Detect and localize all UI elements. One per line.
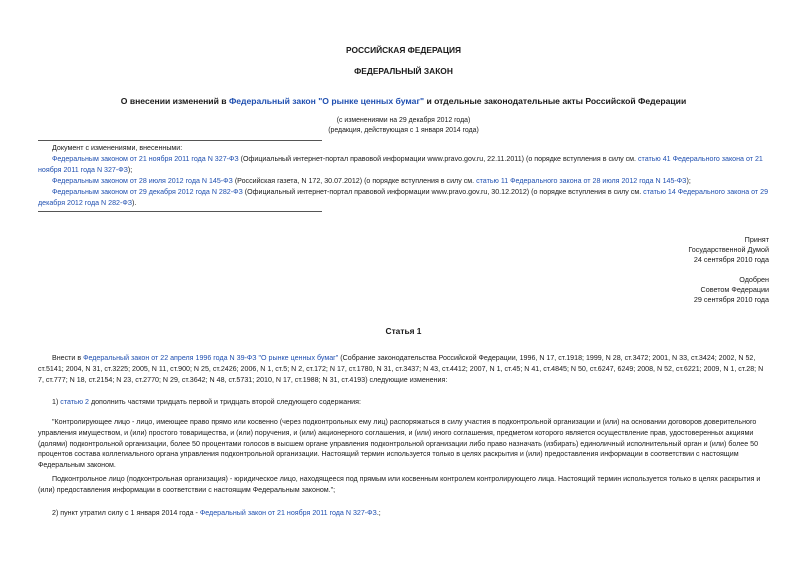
- change-3-text: (Официальный интернет-портал правовой информации www.pravo.gov.ru, 30.12.2012) (о порядке вступления в силу см.: [242, 188, 644, 196]
- change-item-2: [38, 176, 771, 187]
- point-2-law-link[interactable]: Федеральный закон от 21 ноября 2011 года N 327-ФЗ: [199, 509, 377, 517]
- change-3-end: ).: [132, 198, 137, 207]
- point-1-text: дополнить частями тридцать первой и тридцать второй следующего содержания:: [88, 398, 361, 406]
- article-heading: Статья 1: [385, 326, 422, 336]
- amendment-note: (с изменениями на 29 декабря 2012 года): [336, 117, 471, 124]
- change-3-article-link[interactable]: статью 14 Федерального закона от 29 декабря 2012 года N 282-ФЗ: [38, 188, 769, 207]
- change-2-text: (Российская газета, N 172, 30.07.2012) (о порядке вступления в силу см.: [232, 177, 477, 185]
- adopted-date: 24 сентября 2010 года: [693, 255, 769, 264]
- intro-law-name-link[interactable]: "О рынке ценных бумаг": [256, 354, 339, 362]
- changes-intro: Документ с изменениями, внесенными:: [52, 144, 183, 152]
- change-2-law-link[interactable]: Федеральным законом от 28 июля 2012 года N 145-ФЗ: [52, 177, 233, 185]
- article-point-1: [52, 397, 772, 408]
- point-1-article-link[interactable]: статью 2: [60, 398, 89, 406]
- changes-top-rule: [38, 140, 322, 141]
- change-1-article-link[interactable]: статью 41 Федерального закона от 21 ноября 2011 года N 327-ФЗ: [38, 155, 763, 174]
- change-1-law-link[interactable]: Федеральным законом от 21 ноября 2011 года N 327-ФЗ: [52, 155, 239, 163]
- intro-prefix: Внести в: [52, 354, 84, 362]
- point-2-text: 2) пункт утратил силу с 1 января 2014 года -: [52, 509, 200, 517]
- intro-law-link[interactable]: Федеральный закон от 22 апреля 1996 года N 39-ФЗ: [83, 354, 257, 362]
- country-heading: РОССИЙСКАЯ ФЕДЕРАЦИЯ: [345, 45, 462, 55]
- article-intro: [38, 353, 771, 385]
- change-1-text: (Официальный интернет-портал правовой информации www.pravo.gov.ru, 22.11.2011) (о порядке вступления в силу см.: [238, 155, 638, 163]
- title-suffix: и отдельные законодательные акты Российской Федерации: [424, 96, 687, 106]
- point-2-end: .;: [376, 509, 381, 517]
- quote-controlled-person: Подконтрольное лицо (подконтрольная организация) - юридическое лицо, находящееся под прямым или косвенным контролем контролирующего лица. Настоящий термин используется только в целях раскрытия и (или) предоставления информации в соответствии с настоящим Федеральным законом.";: [38, 475, 761, 494]
- title-prefix: О внесении изменений в: [120, 96, 229, 106]
- change-item-3: [38, 187, 771, 209]
- document-title: [0, 96, 807, 106]
- title-law-link[interactable]: Федеральный закон "О рынке ценных бумаг": [228, 96, 425, 106]
- change-1-end: );: [127, 165, 133, 174]
- adopted-body: Государственной Думой: [688, 245, 769, 254]
- article-point-2: [52, 508, 772, 519]
- change-2-article-link[interactable]: статью 11 Федерального закона от 28 июля 2012 года N 145-ФЗ: [476, 177, 687, 185]
- change-3-law-link[interactable]: Федеральным законом от 29 декабря 2012 года N 282-ФЗ: [52, 188, 243, 196]
- edition-note: (редакция, действующая с 1 января 2014 года): [328, 127, 479, 134]
- adopted-label: Принят: [744, 235, 769, 244]
- change-item-1: [38, 154, 771, 176]
- changes-bottom-rule: [38, 211, 322, 212]
- adoption-duma: [688, 235, 769, 265]
- approved-date: 29 сентября 2010 года: [693, 295, 769, 304]
- quote-controlling-person: "Контролирующее лицо - лицо, имеющее право прямо или косвенно (через подконтрольных ему лиц) распоряжаться в силу участия в подконтрольной организации и (или) на основании договоров доверительного управления имуществом, и (или) простого товарищества, и (или) поручения, и (или) акционерного соглашения, и (или) иного соглашения, предметом которого является осуществление прав, удостоверенных акциями (долями) подконтрольной организации, более 50 процентами голосов в высшем органе управления подконтрольной организации либо право назначать (избирать) единоличный исполнительный орган и (или) более 50 процентов состава коллегиального органа управления подконтрольной организации. Настоящий термин используется только в целях раскрытия и (или) предоставления информации в соответствии с настоящим Федеральным законом.: [38, 418, 759, 470]
- approved-label: Одобрен: [739, 275, 769, 284]
- intro-sources: (Собрание законодательства Российской Федерации, 1996, N 17, ст.1918; 1999, N 28, ст.3472; 2001, N 33, ст.3424; 2002, N 52, ст.5141; 2004, N 31, ст.3225; 2005, N 11, ст.900; N 25, ст.2426; 2006, N 1, ст.5; N 2, ст.172; N 17, ст.1780, N 31, ст.3437; N 43, ст.4412; 2007, N 1, ст.45; N 41, ст.4845; N 50, ст.6247, 6249; 2008, N 52, ст.6221; 2009, N 1, ст.28; N 7, ст.777; N 18, ст.2154; N 23, ст.2770; N 29, ст.3642; N 48, ст.5731; 2010, N 17, ст.1988; N 31, ст.4193) следующие изменения:: [38, 354, 764, 384]
- change-2-end: );: [686, 177, 691, 185]
- point-1-prefix: 1): [52, 398, 61, 406]
- law-type-heading: ФЕДЕРАЛЬНЫЙ ЗАКОН: [354, 66, 453, 76]
- approval-council: [694, 275, 769, 305]
- approved-body: Советом Федерации: [700, 285, 769, 294]
